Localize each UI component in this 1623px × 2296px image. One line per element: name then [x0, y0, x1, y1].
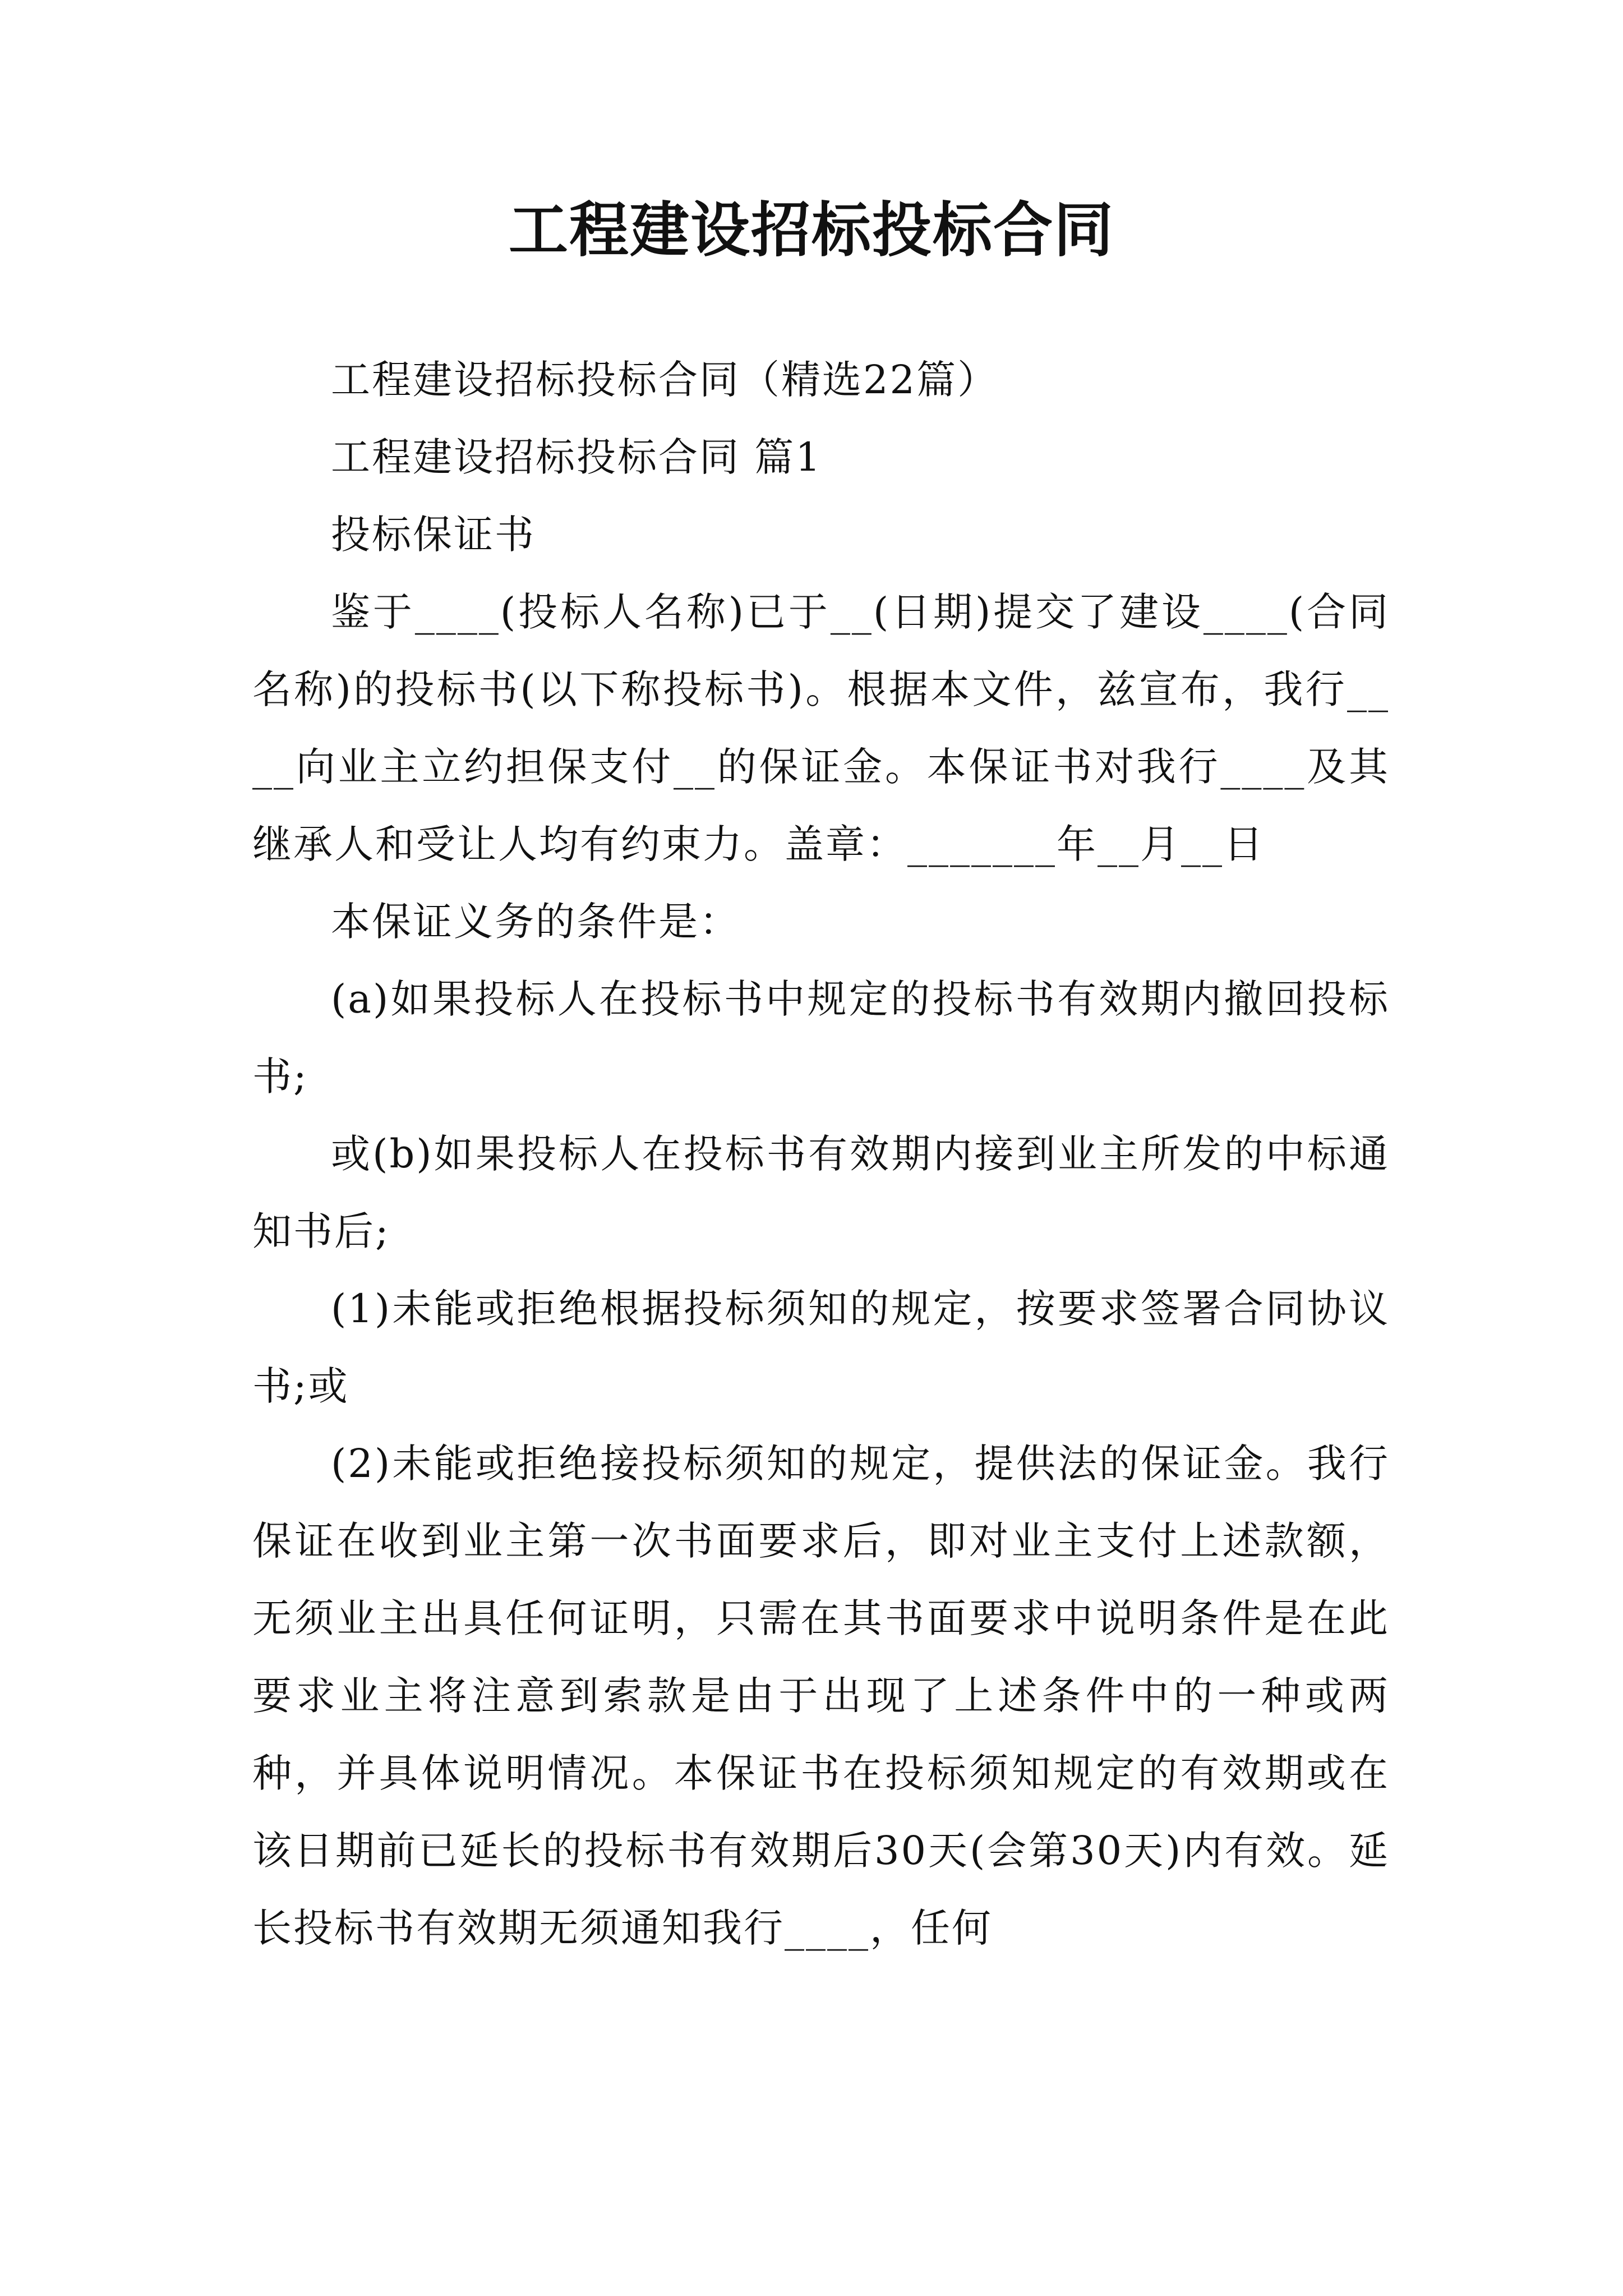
- paragraph-condition-b: 或(b)如果投标人在投标书有效期内接到业主所发的中标通知书后;: [252, 1131, 1390, 1254]
- paragraph-collection-heading: 工程建设招标投标合同（精选22篇）: [331, 357, 999, 403]
- paragraph-guarantee-statement: 鉴于____(投标人名称)已于__(日期)提交了建设____(合同名称)的投标书(以下称投标书)。根据本文件，兹宣布，我行____向业主立约担保支付__的保证金。本保证书对我行____及其继承人和受让人均有约束力。盖章：_______年__月__日: [252, 589, 1390, 867]
- document-title: 工程建设招标投标合同: [509, 195, 1114, 265]
- paragraph-chapter-heading: 工程建设招标投标合同 篇1: [331, 434, 822, 480]
- paragraph-condition-a: (a)如果投标人在投标书中规定的投标书有效期内撤回投标书;: [252, 976, 1390, 1099]
- paragraph-condition-2: (2)未能或拒绝接投标须知的规定，提供法的保证金。我行保证在收到业主第一次书面要求后，即对业主支付上述款额，无须业主出具任何证明，只需在其书面要求中说明条件是在此要求业主将注意到索款是由于出现了上述条件中的一种或两种，并具体说明情况。本保证书在投标须知规定的有效期或在该日期前已延长的投标书有效期后30天(会第30天)内有效。延长投标书有效期无须通知我行____，任何: [252, 1441, 1390, 1951]
- paragraph-condition-1: (1)未能或拒绝根据投标须知的规定，按要求签署合同协议书;或: [252, 1286, 1390, 1409]
- paragraph-guarantee-title: 投标保证书: [331, 512, 536, 558]
- paragraph-conditions-intro: 本保证义务的条件是：: [331, 899, 740, 945]
- document-body: [252, 341, 1390, 1967]
